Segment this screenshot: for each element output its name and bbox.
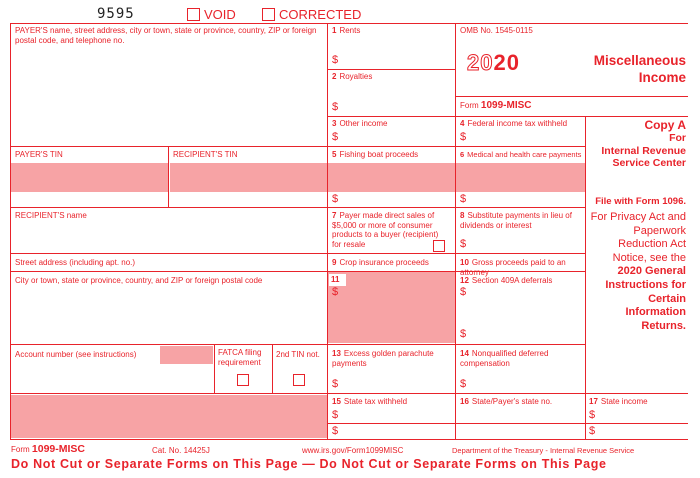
box5-label: 5 Fishing boat proceeds xyxy=(332,150,419,159)
box15-dollar-2: $ xyxy=(332,425,339,437)
second-tin-label: 2nd TIN not. xyxy=(276,350,320,359)
form-id-number: 9595 xyxy=(97,6,135,22)
box17-dollar-1: $ xyxy=(589,409,596,421)
account-number-label: Account number (see instructions) xyxy=(15,350,137,359)
city-label: City or town, state or province, country, and ZIP or foreign postal code xyxy=(15,276,263,285)
bottom-left-shade xyxy=(11,395,327,438)
footer-url: www.irs.gov/Form1099MISC xyxy=(302,446,404,455)
box2-label: 2 Royalties xyxy=(332,72,373,81)
recipient-tin-shade xyxy=(170,163,327,192)
form-title xyxy=(560,52,686,86)
box2-dollar: $ xyxy=(332,101,339,113)
fatca-checkbox[interactable] xyxy=(237,374,249,386)
copy-a-title: Copy A xyxy=(644,118,686,132)
footer-cat-no: Cat. No. 14425J xyxy=(152,446,210,455)
box10-dollar: $ xyxy=(460,286,467,298)
form-title-line1: Miscellaneous xyxy=(593,53,686,68)
tax-year-suffix: 20 xyxy=(493,50,520,75)
box6-label: 6 Medical and health care payments xyxy=(460,150,582,159)
box1-dollar: $ xyxy=(332,54,339,66)
box8-dollar: $ xyxy=(460,238,467,250)
box11-label: 11 xyxy=(329,274,346,286)
box6-dollar: $ xyxy=(460,193,467,205)
box11-shade xyxy=(328,272,455,343)
box8-label: 8 Substitute payments in lieu of dividends or interest xyxy=(460,211,572,230)
box13-label: 13 Excess golden parachute payments xyxy=(332,349,434,368)
file-with-1096: File with Form 1096. xyxy=(595,196,686,207)
box5-dollar: $ xyxy=(332,193,339,205)
omb-label: OMB No. 1545-0115 xyxy=(460,26,533,35)
box4-label: 4 Federal income tax withheld xyxy=(460,119,568,128)
copy-agency: Internal Revenue Service Center xyxy=(601,144,686,169)
omb-form-label: Form 1099-MISC xyxy=(460,100,532,111)
box14-dollar: $ xyxy=(460,378,467,390)
void-checkbox[interactable] xyxy=(187,8,200,21)
box17-dollar-2: $ xyxy=(589,425,596,437)
box9-dollar: $ xyxy=(332,286,339,298)
box1-label: 1 Rents xyxy=(332,26,361,35)
box16-label: 16 State/Payer's state no. xyxy=(460,397,553,406)
tax-year-prefix: 20 xyxy=(467,50,494,75)
payer-name-label: PAYER'S name, street address, city or town, state or province, country, ZIP or foreign postal code, and telephone no. xyxy=(15,26,317,45)
box6-shade xyxy=(456,163,585,192)
privacy-notice-bold: 2020 General Instructions for Certain Information Returns. xyxy=(605,265,686,332)
copy-a-block xyxy=(588,118,686,170)
corrected-label: CORRECTED xyxy=(279,7,362,22)
box3-dollar: $ xyxy=(332,131,339,143)
footer-form: Form 1099-MISC xyxy=(11,443,86,455)
box12-label: 12 Section 409A deferrals xyxy=(460,276,553,285)
box7-checkbox[interactable] xyxy=(433,240,445,252)
second-tin-checkbox[interactable] xyxy=(293,374,305,386)
box3-label: 3 Other income xyxy=(332,119,388,128)
privacy-notice-text: For Privacy Act and Paperwork Reduction Act Notice, see the xyxy=(590,211,686,264)
box15-dollar-1: $ xyxy=(332,409,339,421)
form-title-line2: Income xyxy=(638,70,686,85)
footer-dept: Department of the Treasury - Internal Revenue Service xyxy=(452,446,635,455)
copy-for: For xyxy=(669,132,686,144)
box4-dollar: $ xyxy=(460,131,467,143)
box12-dollar: $ xyxy=(460,328,467,340)
street-address-label: Street address (including apt. no.) xyxy=(15,258,136,267)
box15-label: 15 State tax withheld xyxy=(332,397,408,406)
fatca-label: FATCA filing requirement xyxy=(218,348,262,367)
box17-label: 17 State income xyxy=(589,397,648,406)
payer-tin-shade xyxy=(11,163,168,192)
footer-warning: Do Not Cut or Separate Forms on This Page — Do Not Cut or Separate Forms on This Page xyxy=(11,457,607,471)
corrected-checkbox[interactable] xyxy=(262,8,275,21)
recipient-tin-label: RECIPIENT'S TIN xyxy=(173,150,238,159)
box13-dollar: $ xyxy=(332,378,339,390)
box10-label: 10 Gross proceeds paid to an attorney xyxy=(460,258,566,277)
box9-label: 9 Crop insurance proceeds xyxy=(332,258,429,267)
void-label: VOID xyxy=(204,7,236,22)
privacy-notice xyxy=(588,211,686,333)
box5-shade xyxy=(328,163,455,192)
account-shade xyxy=(160,346,213,364)
box7-label: 7 Payer made direct sales of $5,000 or more of consumer products to a buyer (recipient) for resale xyxy=(332,211,439,249)
box14-label: 14 Nonqualified deferred compensation xyxy=(460,349,549,368)
recipient-name-label: RECIPIENT'S name xyxy=(15,211,87,220)
tax-year xyxy=(467,50,520,76)
payer-tin-label: PAYER'S TIN xyxy=(15,150,63,159)
